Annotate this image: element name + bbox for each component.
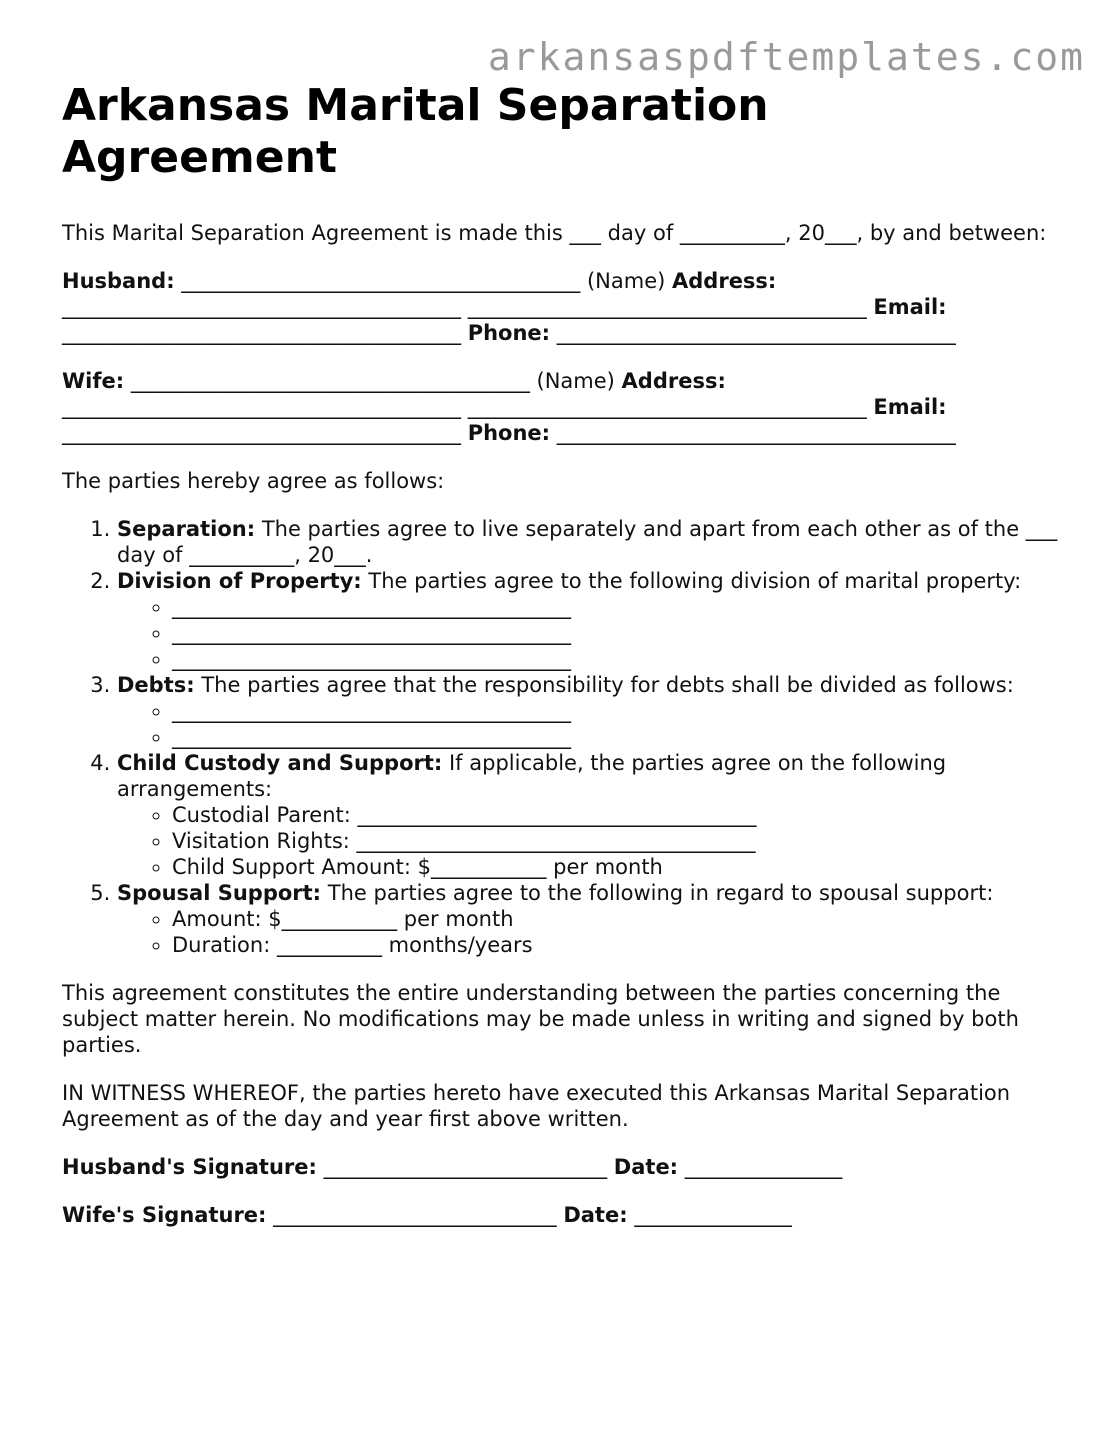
wife-phone-field[interactable]: ______________________________________ xyxy=(556,421,956,445)
document-page xyxy=(62,80,1062,1228)
list-item[interactable]: ◦ ______________________________________ xyxy=(172,620,1062,646)
husband-address-label: Address: xyxy=(672,269,777,293)
closing-paragraph: This agreement constitutes the entire understanding between the parties concerning the subject matter herein. No modifications may be made unless in writing and signed by both parties. xyxy=(62,981,1019,1057)
wife-signature-label: Wife's Signature: xyxy=(62,1203,267,1227)
wife-signature-field[interactable]: ___________________________ xyxy=(273,1203,557,1227)
wife-name-field[interactable]: ______________________________________ xyxy=(130,369,530,393)
wife-signature-line xyxy=(62,1202,1062,1228)
term-property xyxy=(117,568,1062,672)
term-label: Division of Property: xyxy=(117,569,362,593)
husband-signature-line xyxy=(62,1154,1062,1180)
debt-items xyxy=(117,698,1062,750)
list-item[interactable]: ◦ ______________________________________ xyxy=(172,724,1062,750)
wife-section xyxy=(62,368,1062,446)
term-label: Debts: xyxy=(117,673,195,697)
term-text: The parties agree to the following division of marital property: xyxy=(368,569,1022,593)
wife-address-label: Address: xyxy=(621,369,726,393)
property-items xyxy=(117,594,1062,672)
list-item[interactable]: ◦ Child Support Amount: $___________ per month xyxy=(172,854,1062,880)
list-item[interactable]: ◦ Amount: $___________ per month xyxy=(172,906,1062,932)
list-item[interactable]: ◦ ______________________________________ xyxy=(172,646,1062,672)
terms-list xyxy=(62,516,1062,958)
husband-label: Husband: xyxy=(62,269,175,293)
term-debts xyxy=(117,672,1062,750)
term-custody xyxy=(117,750,1062,880)
wife-label: Wife: xyxy=(62,369,125,393)
custody-items xyxy=(117,802,1062,880)
list-item[interactable]: ◦ Duration: __________ months/years xyxy=(172,932,1062,958)
site-watermark: arkansaspdftemplates.com xyxy=(487,35,1085,79)
term-text: The parties agree that the responsibility for debts shall be divided as follows: xyxy=(201,673,1014,697)
wife-email-field[interactable]: ______________________________________ xyxy=(62,421,461,445)
husband-date-field[interactable]: _______________ xyxy=(684,1155,843,1179)
wife-date-label: Date: xyxy=(563,1203,628,1227)
term-text: The parties agree to the following in regard to spousal support: xyxy=(327,881,994,905)
husband-address-field-1[interactable]: ______________________________________ xyxy=(62,295,461,319)
witness-paragraph: IN WITNESS WHEREOF, the parties hereto have executed this Arkansas Marital Separation Agreement as of the day and year first above written. xyxy=(62,1081,1011,1131)
husband-signature-label: Husband's Signature: xyxy=(62,1155,317,1179)
agree-intro: The parties hereby agree as follows: xyxy=(62,469,445,493)
spousal-items xyxy=(117,906,1062,958)
wife-address-field-2[interactable]: ______________________________________ xyxy=(467,395,867,419)
term-spousal xyxy=(117,880,1062,958)
term-text: If applicable, the parties agree on the following arrangements: xyxy=(117,751,947,801)
list-item[interactable]: ◦ ______________________________________ xyxy=(172,594,1062,620)
document-title: Arkansas Marital Separation Agreement xyxy=(62,80,769,183)
husband-section xyxy=(62,268,1062,346)
husband-date-label: Date: xyxy=(613,1155,679,1179)
term-label: Spousal Support: xyxy=(117,881,322,905)
wife-address-field-1[interactable]: ______________________________________ xyxy=(62,395,461,419)
husband-name-note: (Name) xyxy=(586,269,666,293)
list-item[interactable]: ◦ Visitation Rights: ______________________________________ xyxy=(172,828,1062,854)
husband-email-label: Email: xyxy=(873,295,947,319)
husband-address-field-2[interactable]: ______________________________________ xyxy=(467,295,867,319)
husband-name-field[interactable]: ______________________________________ xyxy=(181,269,581,293)
wife-email-label: Email: xyxy=(873,395,947,419)
husband-signature-field[interactable]: ___________________________ xyxy=(323,1155,608,1179)
wife-name-note: (Name) xyxy=(536,369,615,393)
term-separation xyxy=(117,516,1062,568)
husband-email-field[interactable]: ______________________________________ xyxy=(62,321,461,345)
list-item[interactable]: ◦ ______________________________________ xyxy=(172,698,1062,724)
husband-phone-label: Phone: xyxy=(467,321,551,345)
term-text: The parties agree to live separately and apart from each other as of the ___ day of __________, 20___. xyxy=(117,517,1058,567)
term-label: Separation: xyxy=(117,517,256,541)
wife-date-field[interactable]: _______________ xyxy=(634,1203,792,1227)
term-label: Child Custody and Support: xyxy=(117,751,443,775)
list-item[interactable]: ◦ Custodial Parent: ______________________________________ xyxy=(172,802,1062,828)
intro-paragraph: This Marital Separation Agreement is made this ___ day of __________, 20___, by and between: xyxy=(62,221,1047,245)
wife-phone-label: Phone: xyxy=(467,421,551,445)
husband-phone-field[interactable]: ______________________________________ xyxy=(556,321,956,345)
